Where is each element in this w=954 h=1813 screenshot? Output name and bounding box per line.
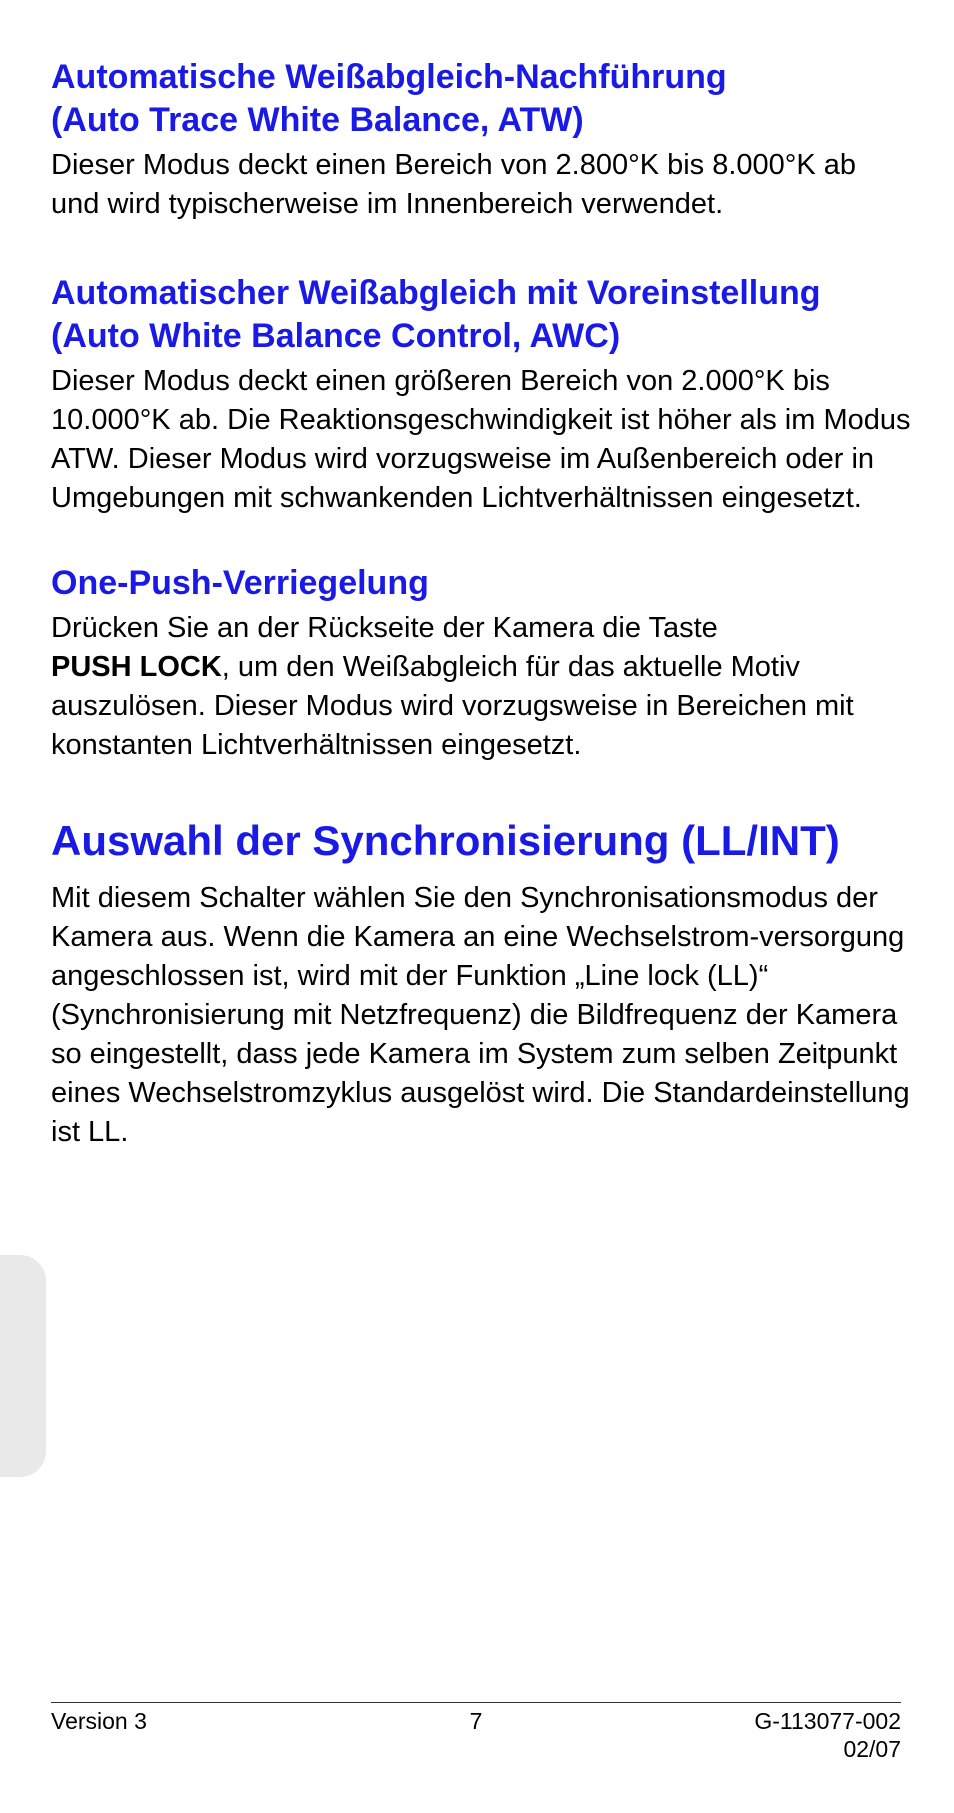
heading-awc-line1: Automatischer Weißabgleich mit Voreinstellung — [51, 274, 821, 312]
side-tab — [0, 1255, 46, 1477]
section-awc — [51, 272, 911, 518]
footer-version: Version 3 — [51, 1708, 147, 1734]
heading-awc-line2: (Auto White Balance Control, AWC) — [51, 317, 621, 355]
footer-date: 02/07 — [843, 1736, 901, 1762]
heading-atw-line2: (Auto Trace White Balance, ATW) — [51, 101, 584, 139]
body-sync: Mit diesem Schalter wählen Sie den Synchronisationsmodus der Kamera aus. Wenn die Kamera an eine Wechselstrom-versorgung angeschlossen ist, wird mit der Funktion „Line lock (LL)“ (Synchronisierung mit Netzfrequenz) die Bildfrequenz der Kamera so eingestellt, dass jede Kamera im System zum selben Zeitpunkt eines Wechselstromzyklus ausgelöst wird. Die Standardeinstellung ist LL. — [51, 882, 910, 1148]
body-atw: Dieser Modus deckt einen Bereich von 2.800°K bis 8.000°K ab und wird typischerweise im Innenbereich verwendet. — [51, 149, 857, 220]
footer — [51, 1707, 901, 1767]
body-one-push-start: Drücken Sie an der Rückseite der Kamera die Taste — [51, 612, 718, 644]
heading-sync: Auswahl der Synchronisierung (LL/INT) — [51, 817, 840, 864]
footer-page-number: 7 — [469, 1708, 483, 1734]
heading-atw-line1: Automatische Weißabgleich-Nachführung — [51, 58, 727, 96]
body-awc: Dieser Modus deckt einen größeren Bereich von 2.000°K bis 10.000°K ab. Die Reaktionsgeschwindigkeit ist höher als im Modus ATW. Dieser Modus wird vorzugsweise im Außenbereich oder in Umgebungen mit schwankenden Lichtverhältnissen eingesetzt. — [51, 365, 911, 514]
heading-one-push: One-Push-Verriegelung — [51, 564, 429, 602]
section-one-push — [51, 562, 911, 765]
body-one-push — [51, 609, 911, 765]
footer-rule — [51, 1702, 901, 1703]
footer-doc-number: G-113077-002 — [754, 1708, 901, 1734]
section-atw — [51, 56, 911, 224]
body-one-push-end: , um den Weißabgleich für das aktuelle Motiv auszulösen. Dieser Modus wird vorzugsweise in Bereichen mit konstanten Lichtverhältnissen eingesetzt. — [51, 651, 854, 761]
heading-atw — [51, 56, 911, 142]
heading-awc — [51, 272, 911, 358]
push-lock-label: PUSH LOCK — [51, 651, 222, 683]
section-sync — [51, 815, 911, 1152]
page-content — [51, 56, 911, 1152]
footer-doc-info — [754, 1707, 901, 1763]
